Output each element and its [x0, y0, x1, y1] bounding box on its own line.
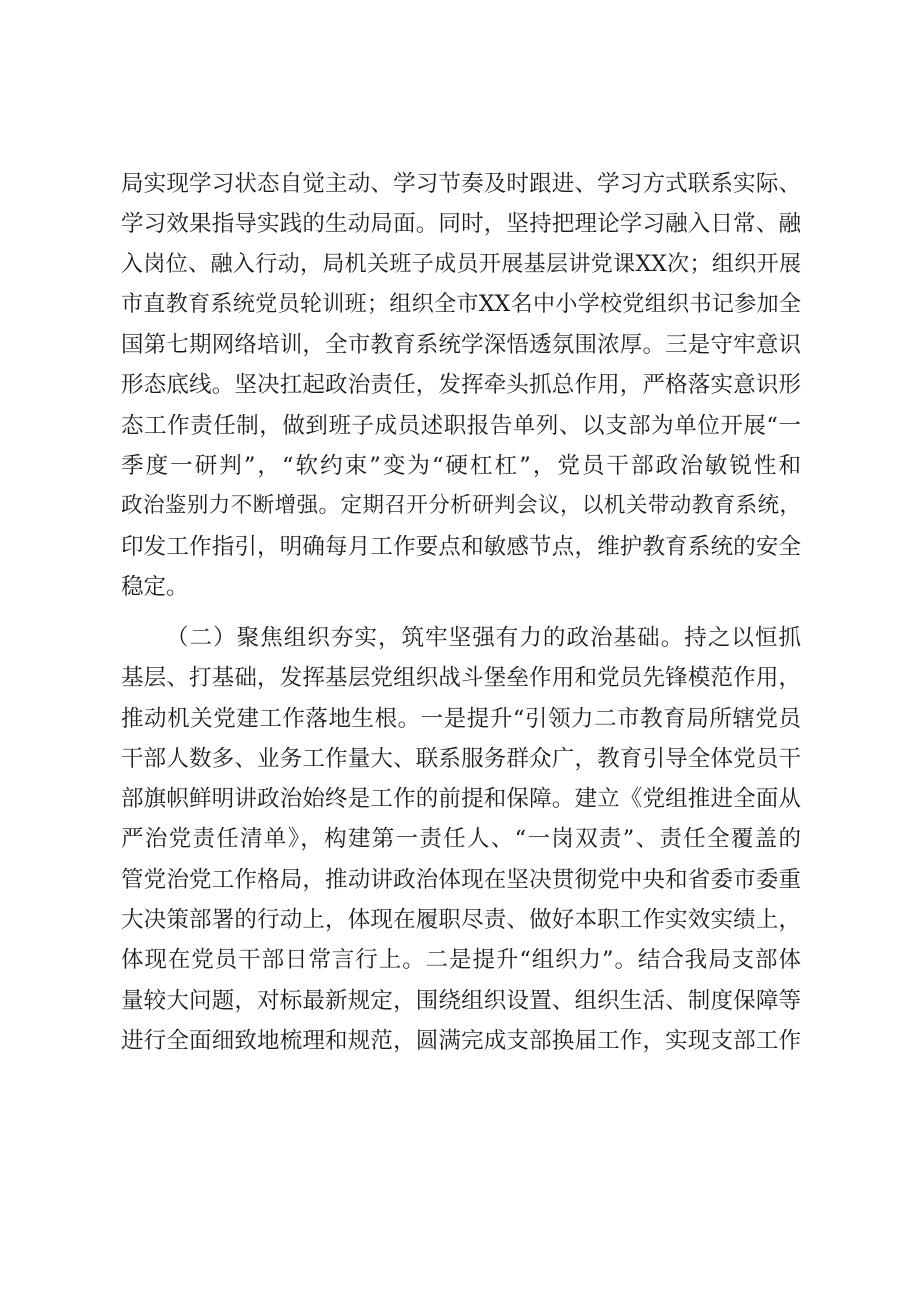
paragraph-2: [121, 618, 801, 1061]
paragraph-line: 政治鉴别力不断增强。定期召开分析研判会议，以机关带动教育系统，: [121, 493, 801, 519]
paragraph-line: 进行全面细致地梳理和规范，圆满完成支部换届工作，实现支部工作: [121, 1027, 801, 1054]
paragraph-line: 大决策部署的行动上，体现在履职尽责、做好本职工作实效实绩上，: [121, 907, 801, 934]
paragraph-line: 入岗位、融入行动，局机关班子成员开展基层讲党课XX次；组织开展: [121, 251, 801, 277]
paragraph-line: 推动机关党建工作落地生根。一是提升“引领力二市教育局所辖党员: [121, 705, 801, 732]
paragraph-line: 态工作责任制，做到班子成员述职报告单列、以支部为单位开展“一: [121, 412, 801, 439]
section-heading-line: （二）聚焦组织夯实，筑牢坚强有力的政治基础。持之以恒抓: [166, 625, 801, 651]
paragraph-line: 国第七期网络培训，全市教育系统学深悟透氛围浓厚。三是守牢意识: [121, 332, 801, 359]
paragraph-line: 基层、打基础，发挥基层党组织战斗堡垒作用和党员先锋模范作用，: [121, 665, 801, 692]
paragraph-1: [121, 164, 801, 607]
paragraph-line: 稳定。: [121, 573, 189, 600]
paragraph-line: 管党治党工作格局，推动讲政治体现在坚决贯彻党中央和省委市委重: [121, 866, 801, 893]
paragraph-line: 季度一研判”，“软约束”变为“硬杠杠”，党员干部政治敏锐性和: [121, 453, 801, 480]
paragraph-line: 学习效果指导实践的生动局面。同时，坚持把理论学习融入日常、融: [121, 211, 801, 238]
paragraph-line: 干部人数多、业务工作量大、联系服务群众广，教育引导全体党员干: [121, 745, 801, 772]
paragraph-line: 严治党责任清单》，构建第一责任人、“一岗双责”、责任全覆盖的: [121, 826, 801, 853]
paragraph-line: 形态底线。坚决扛起政治责任，发挥牵头抓总作用，严格落实意识形: [121, 372, 801, 399]
paragraph-line: 局实现学习状态自觉主动、学习节奏及时跟进、学习方式联系实际、: [121, 171, 801, 197]
paragraph-line: 市直教育系统党员轮训班；组织全市XX名中小学校党组织书记参加全: [121, 291, 801, 317]
paragraph-line: 量较大问题，对标最新规定，围绕组织设置、组织生活、制度保障等: [121, 987, 801, 1014]
paragraph-line: 体现在党员干部日常言行上。二是提升“组织力”。结合我局支部体: [121, 947, 801, 974]
paragraph-line: 印发工作指引，明确每月工作要点和敏感节点，维护教育系统的安全: [121, 533, 801, 560]
paragraph-line: 部旗帜鲜明讲政治始终是工作的前提和保障。建立《党组推进全面从: [121, 786, 801, 813]
